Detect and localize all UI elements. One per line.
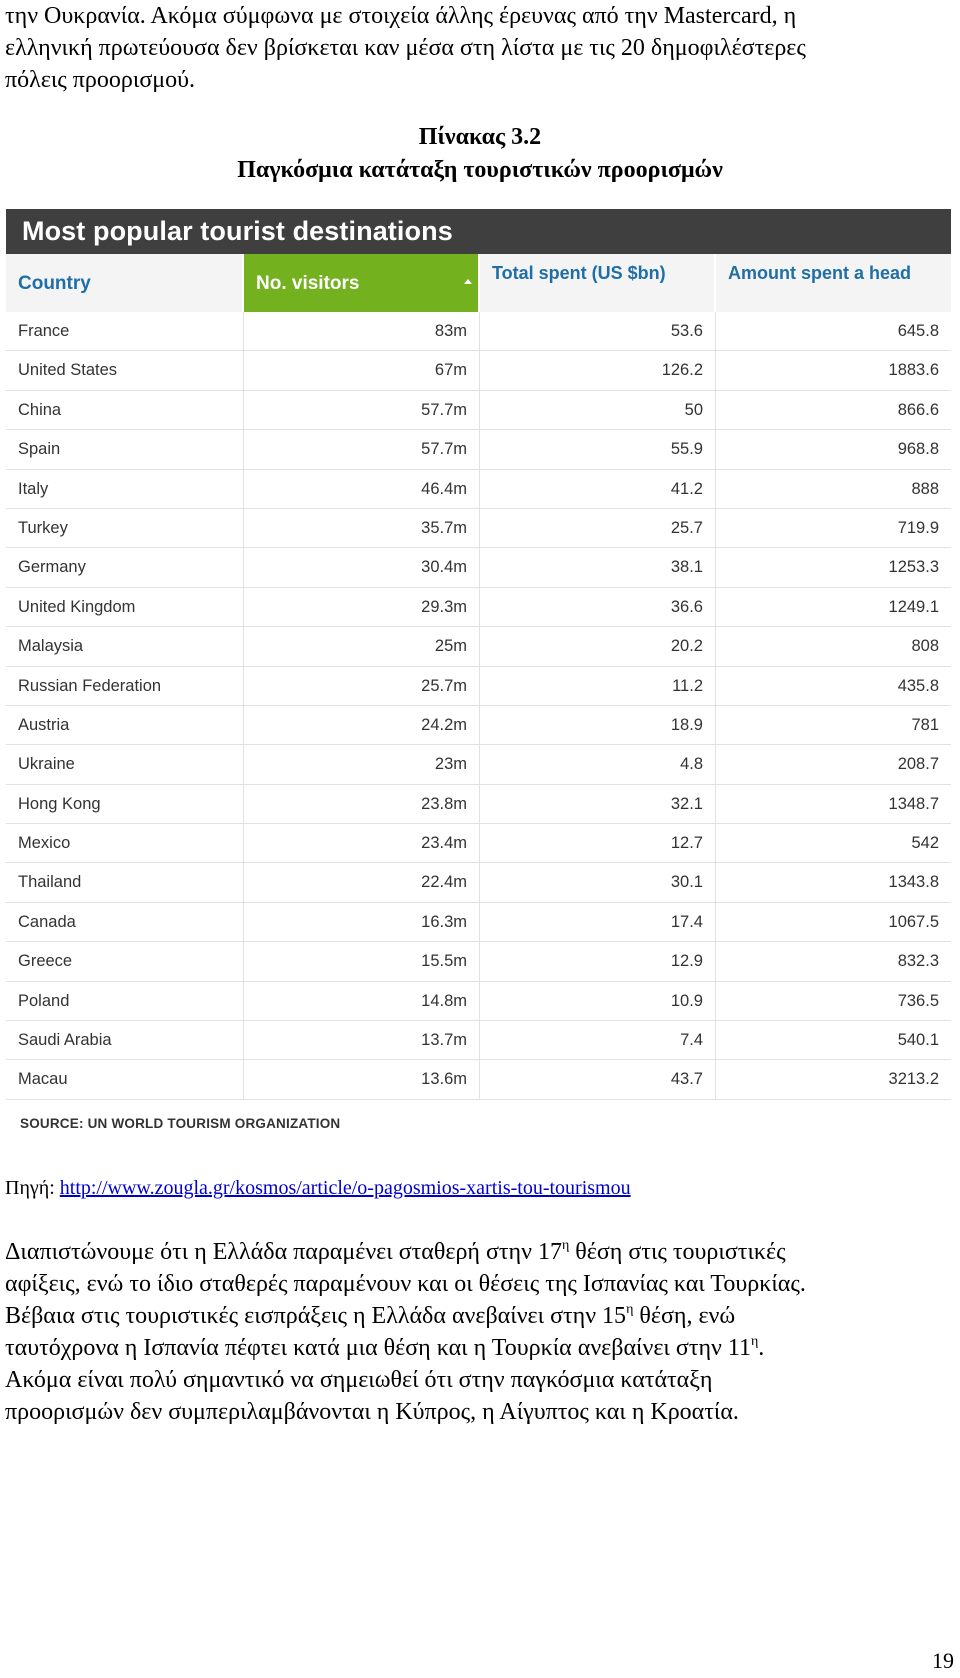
table-row	[6, 706, 951, 745]
source-prefix: Πηγή:	[5, 1177, 60, 1199]
intro-paragraph	[5, 0, 955, 96]
intro-line: ελληνική πρωτεύουσα δεν βρίσκεται καν μέσα στη λίστα με τις 20 δημοφιλέστερες	[5, 35, 806, 61]
table-row	[6, 391, 951, 430]
cell-visitors: 25m	[244, 627, 480, 665]
cell-visitors: 13.7m	[244, 1021, 480, 1059]
cell-visitors: 25.7m	[244, 667, 480, 705]
cell-country: Italy	[6, 470, 244, 508]
body-text: θέση, ενώ	[633, 1303, 736, 1329]
cell-total-spent: 18.9	[480, 706, 716, 744]
cell-visitors: 13.6m	[244, 1060, 480, 1098]
cell-amount-per-head: 645.8	[897, 322, 939, 340]
cell-total-spent: 12.7	[480, 824, 716, 862]
table-row	[6, 824, 951, 863]
cell-visitors: 23m	[244, 745, 480, 783]
table-row	[6, 430, 951, 469]
cell-country: Ukraine	[6, 745, 244, 783]
cell-amount-per-head: 968.8	[897, 440, 939, 459]
cell-total-spent: 12.9	[480, 942, 716, 980]
cell-visitors: 46.4m	[244, 470, 480, 508]
cell-country: Thailand	[6, 863, 244, 901]
cell-country: Hong Kong	[6, 785, 244, 823]
column-header-total-spent[interactable]: Total spent (US $bn)	[480, 254, 716, 312]
body-line: προορισμών δεν συμπεριλαμβάνονται η Κύπρος, η Αίγυπτος και η Κροατία.	[5, 1399, 739, 1425]
body-text: ταυτόχρονα η Ισπανία πέφτει κατά μια θέση και η Τουρκία ανεβαίνει στην 11	[5, 1335, 751, 1361]
cell-amount-per-head: 208.7	[897, 755, 939, 774]
ordinal-superscript: η	[750, 1334, 759, 1349]
cell-total-spent: 38.1	[480, 548, 716, 586]
table-row	[6, 863, 951, 902]
cell-amount-per-head: 1883.6	[888, 361, 939, 380]
cell-amount-per-head: 888	[911, 479, 939, 498]
cell-total-spent: 50	[480, 391, 716, 429]
column-header-country[interactable]: Country	[6, 254, 244, 312]
cell-total-spent: 53.6	[480, 312, 716, 350]
table-row	[6, 312, 951, 351]
table-row	[6, 982, 951, 1021]
cell-amount-per-head: 435.8	[897, 676, 939, 695]
cell-visitors: 22.4m	[244, 863, 480, 901]
cell-total-spent: 4.8	[480, 745, 716, 783]
table-row	[6, 903, 951, 942]
cell-country: Germany	[6, 548, 244, 586]
cell-visitors: 16.3m	[244, 903, 480, 941]
cell-country: United Kingdom	[6, 588, 244, 626]
table-row	[6, 667, 951, 706]
table-title: Most popular tourist destinations	[6, 209, 951, 254]
body-line	[5, 1332, 955, 1364]
body-line	[5, 1300, 955, 1332]
table-row	[6, 509, 951, 548]
column-header-visitors[interactable]	[244, 254, 480, 312]
body-paragraph	[5, 1236, 955, 1428]
cell-country: Mexico	[6, 824, 244, 862]
cell-visitors: 57.7m	[244, 430, 480, 468]
cell-country: China	[6, 391, 244, 429]
cell-visitors: 83m	[244, 312, 480, 350]
cell-amount-per-head: 1249.1	[888, 597, 939, 616]
cell-amount-per-head: 1348.7	[888, 794, 939, 813]
cell-amount-per-head: 866.6	[897, 400, 939, 419]
column-header-amount-per-head[interactable]: Amount spent a head	[728, 263, 912, 283]
cell-country: Spain	[6, 430, 244, 468]
cell-visitors: 30.4m	[244, 548, 480, 586]
cell-total-spent: 126.2	[480, 351, 716, 389]
cell-total-spent: 55.9	[480, 430, 716, 468]
table-row	[6, 627, 951, 666]
table-row	[6, 351, 951, 390]
cell-country: Macau	[6, 1060, 244, 1098]
tourist-destinations-table	[6, 209, 951, 1131]
table-source: SOURCE: UN WORLD TOURISM ORGANIZATION	[20, 1115, 341, 1131]
ordinal-superscript: η	[561, 1238, 570, 1253]
cell-country: Canada	[6, 903, 244, 941]
table-body	[6, 312, 951, 1100]
cell-amount-per-head: 540.1	[897, 1031, 939, 1050]
cell-country: Russian Federation	[6, 667, 244, 705]
column-header-visitors-label: No. visitors	[256, 272, 360, 294]
cell-amount-per-head: 832.3	[897, 952, 939, 971]
cell-total-spent: 25.7	[480, 509, 716, 547]
cell-country: Turkey	[6, 509, 244, 547]
table-row	[6, 745, 951, 784]
source-link[interactable]: http://www.zougla.gr/kosmos/article/o-pagosmios-xartis-tou-tourismou	[59, 1177, 631, 1199]
table-row	[6, 1021, 951, 1060]
cell-total-spent: 20.2	[480, 627, 716, 665]
cell-country: Malaysia	[6, 627, 244, 665]
cell-visitors: 14.8m	[244, 982, 480, 1020]
cell-total-spent: 32.1	[480, 785, 716, 823]
cell-country: Saudi Arabia	[6, 1021, 244, 1059]
cell-visitors: 23.4m	[244, 824, 480, 862]
cell-amount-per-head: 781	[911, 715, 939, 734]
cell-total-spent: 41.2	[480, 470, 716, 508]
cell-visitors: 15.5m	[244, 942, 480, 980]
cell-country: Poland	[6, 982, 244, 1020]
cell-amount-per-head: 542	[911, 834, 939, 853]
table-row	[6, 548, 951, 587]
cell-visitors: 29.3m	[244, 588, 480, 626]
sort-ascending-icon	[464, 279, 472, 284]
body-text: Βέβαια στις τουριστικές εισπράξεις η Ελλάδα ανεβαίνει στην 15	[5, 1303, 627, 1329]
table-caption-label: Πίνακας 3.2	[418, 124, 542, 150]
cell-country: Austria	[6, 706, 244, 744]
cell-visitors: 67m	[244, 351, 480, 389]
body-text: Διαπιστώνουμε ότι η Ελλάδα παραμένει σταθερή στην 17	[5, 1239, 562, 1265]
cell-total-spent: 10.9	[480, 982, 716, 1020]
cell-total-spent: 7.4	[480, 1021, 716, 1059]
cell-visitors: 24.2m	[244, 706, 480, 744]
table-header-row	[6, 254, 951, 312]
table-row	[6, 1060, 951, 1099]
cell-total-spent: 36.6	[480, 588, 716, 626]
table-row	[6, 588, 951, 627]
cell-amount-per-head: 1343.8	[888, 873, 939, 892]
body-line	[5, 1236, 955, 1268]
intro-line: πόλεις προορισμού.	[5, 67, 196, 93]
body-text: .	[758, 1335, 765, 1361]
cell-total-spent: 17.4	[480, 903, 716, 941]
cell-country: Greece	[6, 942, 244, 980]
cell-visitors: 57.7m	[244, 391, 480, 429]
cell-amount-per-head: 808	[911, 637, 939, 656]
ordinal-superscript: η	[626, 1302, 634, 1317]
cell-total-spent: 11.2	[480, 667, 716, 705]
cell-visitors: 23.8m	[244, 785, 480, 823]
cell-amount-per-head: 736.5	[897, 991, 939, 1010]
table-caption-title: Παγκόσμια κατάταξη τουριστικών προορισμών	[237, 157, 723, 183]
cell-amount-per-head: 3213.2	[888, 1070, 939, 1089]
cell-country: France	[6, 312, 244, 350]
body-line: αφίξεις, ενώ το ίδιο σταθερές παραμένουν και οι θέσεις της Ισπανίας και Τουρκίας.	[5, 1271, 806, 1297]
cell-amount-per-head: 1253.3	[888, 558, 939, 577]
body-text: θέση στις τουριστικές	[569, 1239, 786, 1265]
page-number: 19	[932, 1648, 954, 1673]
cell-country: United States	[6, 351, 244, 389]
intro-line: την Ουκρανία. Ακόμα σύμφωνα με στοιχεία άλλης έρευνας από την Mastercard, η	[5, 3, 797, 29]
table-row	[6, 470, 951, 509]
body-line: Ακόμα είναι πολύ σημαντικό να σημειωθεί ότι στην παγκόσμια κατάταξη	[5, 1367, 713, 1393]
cell-amount-per-head: 1067.5	[888, 912, 939, 931]
table-row	[6, 785, 951, 824]
cell-visitors: 35.7m	[244, 509, 480, 547]
table-row	[6, 942, 951, 981]
cell-total-spent: 30.1	[480, 863, 716, 901]
source-line	[5, 1175, 631, 1201]
cell-amount-per-head: 719.9	[897, 518, 939, 537]
cell-total-spent: 43.7	[480, 1060, 716, 1098]
